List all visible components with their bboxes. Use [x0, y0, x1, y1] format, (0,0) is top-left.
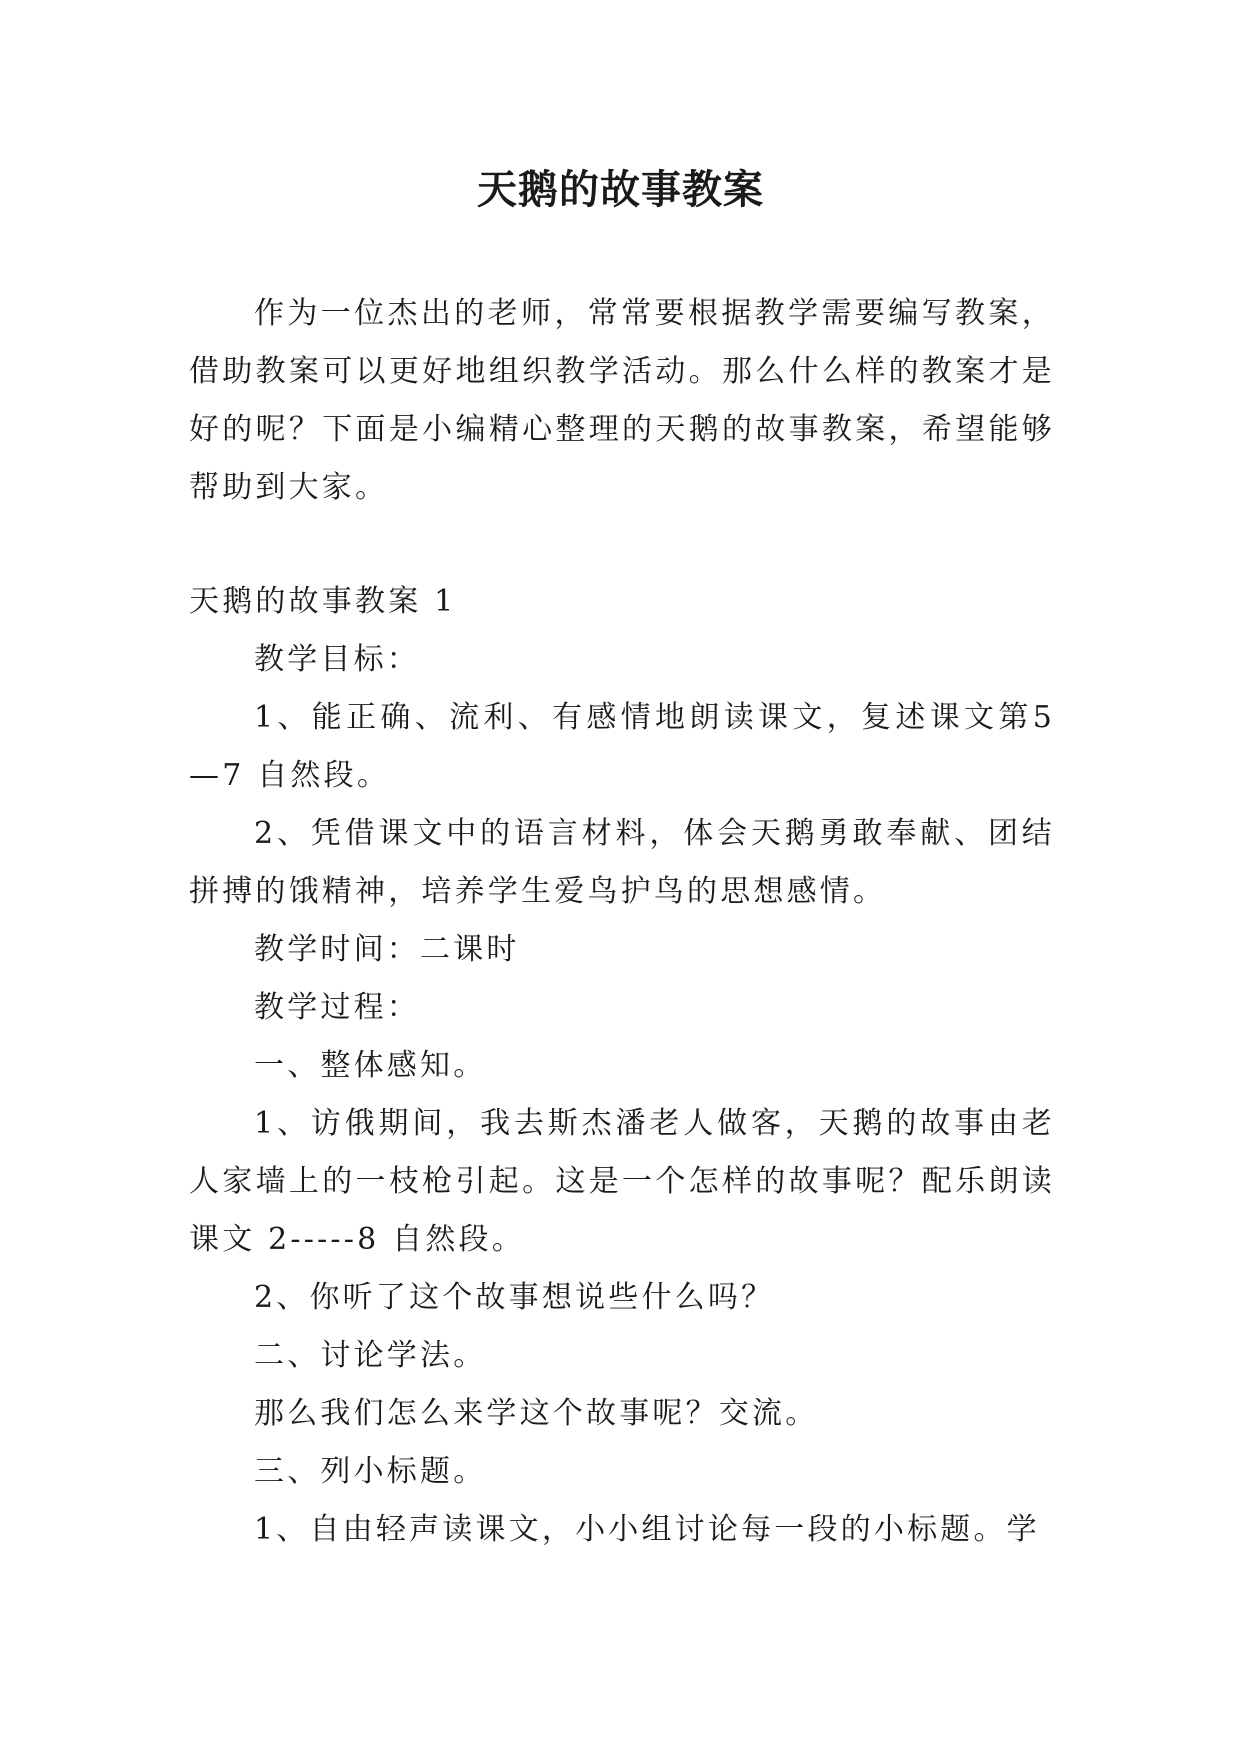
document-body — [189, 285, 1055, 1559]
paragraph: 教学目标： — [254, 642, 420, 677]
paragraph: 二、讨论学法。 — [254, 1338, 487, 1373]
paragraph: 那么我们怎么来学这个故事呢？交流。 — [254, 1396, 819, 1431]
paragraph: 教学时间：二课时 — [254, 932, 520, 967]
paragraph: 1、能正确、流利、有感情地朗读课文，复述课文第5—7 自然段。 — [189, 700, 1055, 793]
paragraph: 教学过程： — [254, 990, 420, 1025]
paragraph: 1、访俄期间，我去斯杰潘老人做客，天鹅的故事由老人家墙上的一枝枪引起。这是一个怎样的故事呢？配乐朗读课文 2-----8 自然段。 — [189, 1106, 1055, 1257]
paragraph: 1、自由轻声读课文，小小组讨论每一段的小标题。学 — [254, 1512, 1040, 1547]
intro-paragraph: 作为一位杰出的老师，常常要根据教学需要编写教案，借助教案可以更好地组织教学活动。那么什么样的教案才是好的呢？下面是小编精心整理的天鹅的故事教案，希望能够帮助到大家。 — [189, 296, 1055, 505]
paragraph: 2、凭借课文中的语言材料，体会天鹅勇敢奉献、团结拼搏的饿精神，培养学生爱鸟护鸟的思想感情。 — [189, 816, 1055, 909]
paragraph: 2、你听了这个故事想说些什么吗？ — [254, 1280, 775, 1315]
paragraph-gap — [189, 517, 1055, 573]
section-heading: 天鹅的故事教案 1 — [189, 584, 457, 619]
paragraph: 一、整体感知。 — [254, 1048, 487, 1083]
document-title: 天鹅的故事教案 — [477, 167, 764, 213]
paragraph: 三、列小标题。 — [254, 1454, 487, 1489]
